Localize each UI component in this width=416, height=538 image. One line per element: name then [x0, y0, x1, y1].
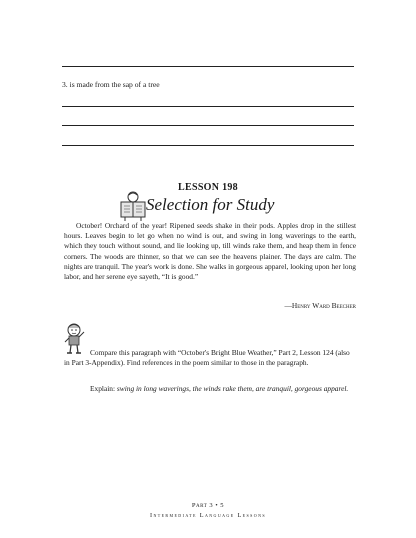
compare-instruction: Compare this paragraph with “October's Bright Blue Weather,” Part 2, Lesson 124 (also in Part 3-Appendix). Find references in the poem similar to those in the paragraph.: [64, 348, 350, 368]
answer-line: [62, 145, 354, 146]
explain-instruction: [64, 384, 356, 394]
explain-phrases: swing in long waverings, the winds rake them, are tranquil, gorgeous apparel.: [116, 384, 349, 393]
answer-line: [62, 106, 354, 107]
lesson-title: LESSON 198: [178, 182, 238, 193]
selection-paragraph: October! Orchard of the year! Ripened seeds shake in their pods. Apples drop in the stillest hours. Leaves begin to let go when no wind is out, and swing in long waverings to the earth, which they touch without sound, and lie looking up, till winds rake them, and heap them in fence corners. The woods are thinner, so that we can see the heavens plainer. The days are calm. The nights are tranquil. The year's work is done. She walks in gorgeous apparel, looking upon her long labor, and her serene eye sayeth, “It is good.”: [64, 221, 356, 282]
page-number: Part 3 • 5: [191, 502, 225, 509]
question-text: 3. is made from the sap of a tree: [62, 80, 160, 89]
answer-line: [62, 66, 354, 67]
selection-heading: Selection for Study: [146, 195, 275, 214]
reading-book-icon: [118, 190, 148, 222]
author-attribution: —Henry Ward Beecher: [284, 301, 356, 310]
book-title: Intermediate Language Lessons: [150, 512, 266, 519]
explain-label: Explain:: [90, 384, 116, 393]
answer-line: [62, 125, 354, 126]
